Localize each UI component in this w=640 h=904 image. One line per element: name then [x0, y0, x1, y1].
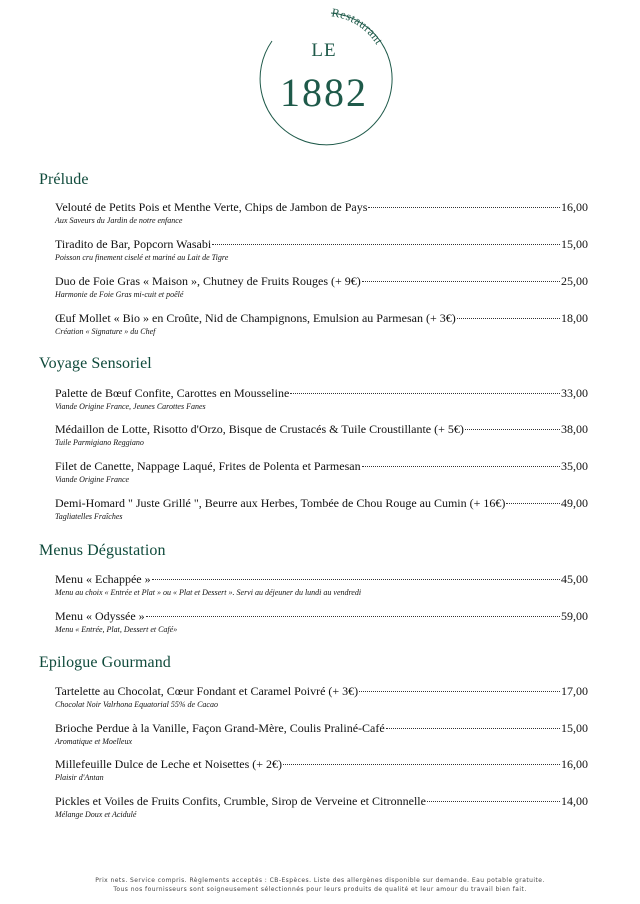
item-description: Menu au choix « Entrée et Plat » ou « Plat et Dessert ». Servi au déjeuner du lundi au vendredi [55, 588, 362, 597]
item-price: 33,00 [561, 386, 588, 400]
menu-item [55, 794, 588, 820]
menu-item [55, 422, 588, 448]
dot-leader [386, 728, 560, 729]
dot-leader [465, 429, 560, 430]
menu-item [55, 311, 588, 337]
menu-item [55, 200, 588, 226]
dot-leader [290, 393, 560, 394]
item-price: 49,00 [561, 496, 588, 510]
dot-leader [368, 207, 560, 208]
item-description: Poisson cru finement ciselé et mariné au Lait de Tigre [55, 253, 229, 262]
item-description: Viande Origine France, Jeunes Carottes Fanes [55, 402, 206, 411]
dot-leader [457, 318, 560, 319]
item-name: Palette de Bœuf Confite, Carottes en Mousseline [55, 386, 290, 400]
item-name: Médaillon de Lotte, Risotto d'Orzo, Bisque de Crustacés & Tuile Croustillante (+ 5€) [55, 422, 464, 436]
footer-notice [0, 876, 640, 894]
dot-leader [362, 466, 560, 467]
section-title-epilogue-gourmand: Epilogue Gourmand [39, 654, 171, 671]
dot-leader [146, 616, 560, 617]
menu-item [55, 237, 588, 263]
item-description: Tagliatelles Fraîches [55, 512, 123, 521]
item-name: Duo de Foie Gras « Maison », Chutney de Fruits Rouges (+ 9€) [55, 274, 361, 288]
item-description: Menu « Entrée, Plat, Dessert et Café» [55, 625, 178, 634]
item-price: 25,00 [561, 274, 588, 288]
item-price: 38,00 [561, 422, 588, 436]
item-description: Création « Signature » du Chef [55, 327, 156, 336]
item-description: Aux Saveurs du Jardin de notre enfance [55, 216, 183, 225]
item-price: 15,00 [561, 237, 588, 251]
menu-item [55, 572, 588, 598]
item-name: Demi-Homard " Juste Grillé ", Beurre aux Herbes, Tombée de Chou Rouge au Cumin (+ 16€) [55, 496, 506, 510]
dot-leader [212, 244, 560, 245]
item-name: Velouté de Petits Pois et Menthe Verte, Chips de Jambon de Pays [55, 200, 368, 214]
item-name: Œuf Mollet « Bio » en Croûte, Nid de Champignons, Emulsion au Parmesan (+ 3€) [55, 311, 456, 325]
footer-line: Tous nos fournisseurs sont soigneusement sélectionnés pour leurs produits de qualité et leur amour du travail bien fait. [113, 886, 527, 893]
menu-item [55, 684, 588, 710]
item-name: Brioche Perdue à la Vanille, Façon Grand-Mère, Coulis Praliné-Café [55, 721, 385, 735]
menu-item [55, 386, 588, 412]
menu-item [55, 721, 588, 747]
section-title-voyage-sensoriel: Voyage Sensoriel [39, 355, 152, 372]
item-name: Tiradito de Bar, Popcorn Wasabi [55, 237, 212, 251]
item-price: 14,00 [561, 794, 588, 808]
menu-item [55, 757, 588, 783]
item-description: Viande Origine France [55, 475, 130, 484]
item-name: Menu « Echappée » [55, 572, 151, 586]
dot-leader [362, 281, 560, 282]
item-description: Harmonie de Foie Gras mi-cuit et poêlé [55, 290, 184, 299]
dot-leader [506, 503, 560, 504]
item-price: 59,00 [561, 609, 588, 623]
menu-item [55, 274, 588, 300]
item-price: 18,00 [561, 311, 588, 325]
item-price: 35,00 [561, 459, 588, 473]
item-price: 16,00 [561, 200, 588, 214]
item-price: 17,00 [561, 684, 588, 698]
item-description: Plaisir d'Antan [55, 773, 104, 782]
section-title-prelude: Prélude [39, 171, 89, 188]
dot-leader [283, 764, 560, 765]
dot-leader [152, 579, 560, 580]
item-name: Millefeuille Dulce de Leche et Noisettes (+ 2€) [55, 757, 283, 771]
dot-leader [359, 691, 560, 692]
item-name: Tartelette au Chocolat, Cœur Fondant et Caramel Poivré (+ 3€) [55, 684, 359, 698]
item-name: Menu « Odyssée » [55, 609, 145, 623]
item-description: Mélange Doux et Acidulé [55, 810, 137, 819]
restaurant-logo [258, 8, 394, 154]
item-name: Filet de Canette, Nappage Laqué, Frites de Polenta et Parmesan [55, 459, 361, 473]
item-description: Aromatique et Moelleux [55, 737, 133, 746]
item-price: 15,00 [561, 721, 588, 735]
item-price: 16,00 [561, 757, 588, 771]
menu-item [55, 609, 588, 635]
item-description: Tuile Parmigiano Reggiano [55, 438, 144, 447]
item-price: 45,00 [561, 572, 588, 586]
section-title-menus-degustation: Menus Dégustation [39, 542, 166, 559]
item-description: Chocolat Noir Valrhona Equatorial 55% de Cacao [55, 700, 218, 709]
menu-item [55, 459, 588, 485]
logo-number-text: 1882 [280, 70, 368, 115]
dot-leader [427, 801, 560, 802]
logo-le-text: LE [311, 40, 337, 61]
menu-item [55, 496, 588, 522]
item-name: Pickles et Voiles de Fruits Confits, Crumble, Sirop de Verveine et Citronnelle [55, 794, 426, 808]
footer-line: Prix nets. Service compris. Règlements acceptés : CB-Espèces. Liste des allergènes disponible sur demande. Eau potable gratuite. [95, 877, 545, 884]
logo-restaurant-text: Restaurant [330, 8, 387, 48]
